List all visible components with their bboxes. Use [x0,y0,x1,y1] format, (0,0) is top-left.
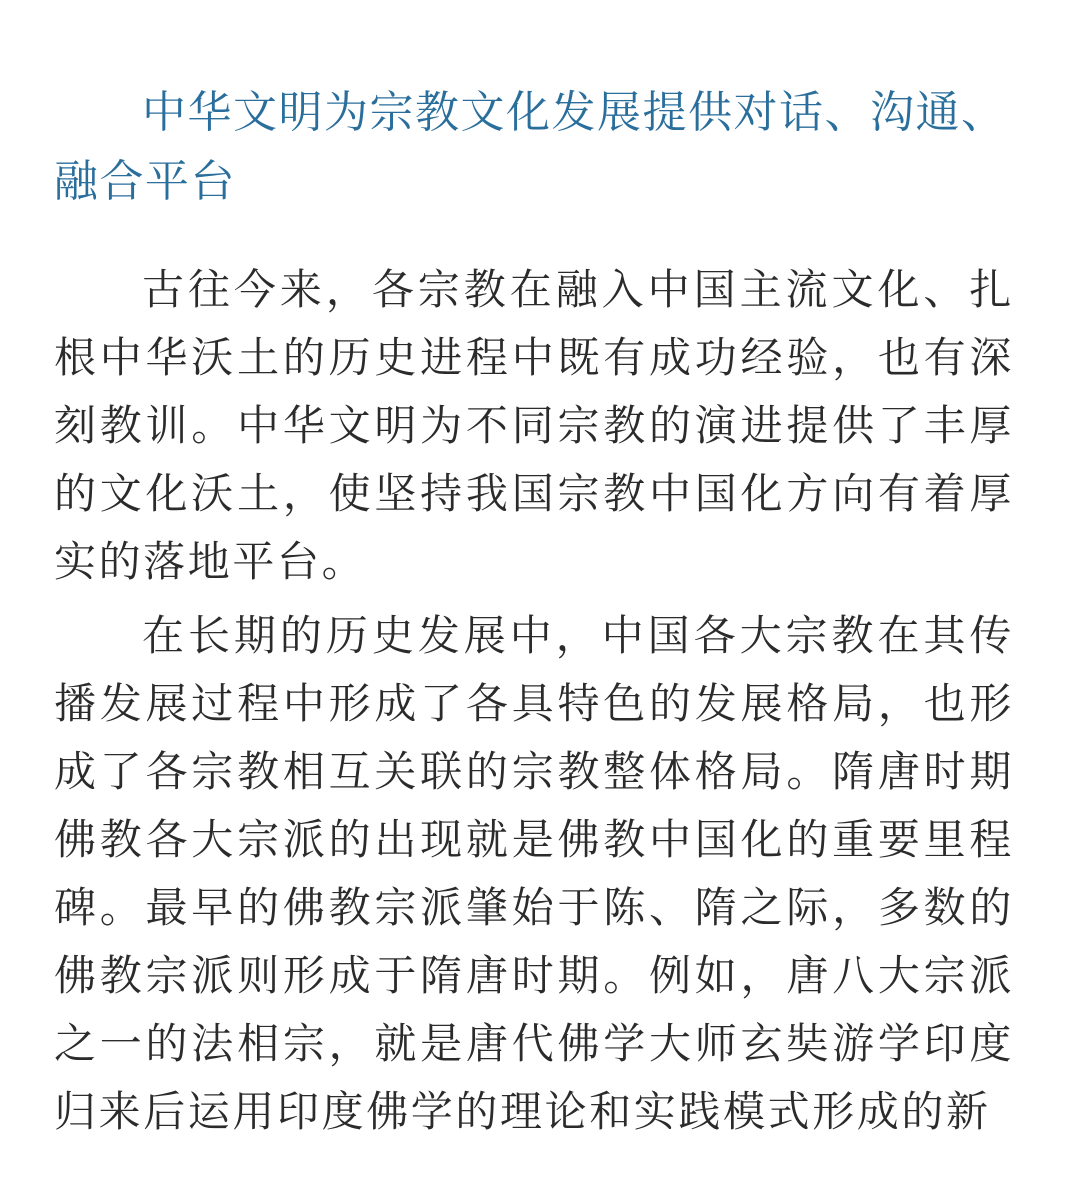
paragraph-1: 古往今来，各宗教在融入中国主流文化、扎根中华沃土的历史进程中既有成功经验，也有深刻教训。中华文明为不同宗教的演进提供了丰厚的文化沃土，使坚持我国宗教中国化方向有着厚实的落地平台。 [54,265,1014,586]
paragraph-2: 在长期的历史发展中，中国各大宗教在其传播发展过程中形成了各具特色的发展格局，也形成了各宗教相互关联的宗教整体格局。隋唐时期佛教各大宗派的出现就是佛教中国化的重要里程碑。最早的佛教宗派肇始于陈、隋之际，多数的佛教宗派则形成于隋唐时期。例如，唐八大宗派之一的法相宗，就是唐代佛学大师玄奘游学印度归来后运用印度佛学的理论和实践模式形成的新 [54,611,1014,1136]
section-heading: 中华文明为宗教文化发展提供对话、沟通、融合平台 [54,87,1007,207]
article-body [54,78,1014,1152]
